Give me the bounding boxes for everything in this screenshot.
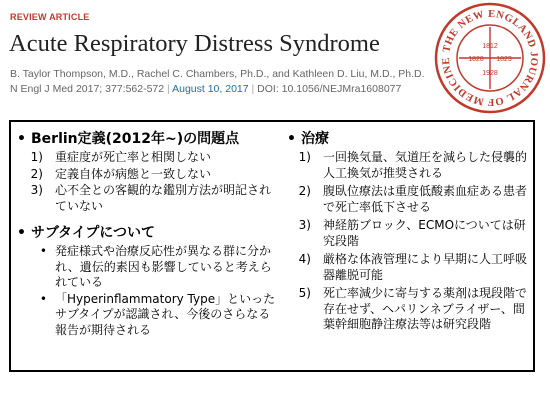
item-text: 重症度が死亡率と相関しない [55,150,212,164]
item-number: 2) [30,166,43,181]
subtype-heading [17,224,279,242]
citation-separator: | [167,83,170,95]
subtype-list [17,244,279,338]
article-title: Acute Respiratory Distress Syndrome [9,30,380,57]
item-text: 腹臥位療法は重度低酸素血症ある患者で死亡率低下させる [323,184,528,214]
bullet-icon: • [39,244,47,258]
list-item [287,286,529,333]
citation-journal: N Engl J Med 2017; 377:562-572 [10,83,165,95]
citation-date[interactable]: August 10, 2017 [172,83,249,95]
svg-text:1828: 1828 [468,56,484,63]
item-text: 心不全との客観的な鑑別方法が明記されていない [55,183,272,213]
list-item [17,183,279,214]
treatment-heading [287,130,529,148]
item-text: 一回換気量、気道圧を減らした侵襲的人工換気が推奨される [323,150,528,180]
heading-text: サブタイプについて [31,225,156,241]
list-item [287,150,529,181]
item-text: 死亡率減少に寄与する薬剤は現段階で存在せず、ヘパリンネブライザー、間葉幹細胞静注療法等は研究段階 [323,286,528,331]
article-citation [10,83,401,95]
item-number: 2) [298,184,311,198]
nejm-seal-logo [434,2,546,114]
item-text: 厳格な体液管理により早期に人工呼吸器離脱可能 [323,252,528,282]
list-item [287,184,529,215]
berlin-definition-heading [17,130,279,148]
seal-ring-text: THE NEW ENGLAND JOURNAL OF MEDICINE [440,8,540,108]
bullet-icon: • [287,131,296,147]
item-text: 神経筋ブロック、ECMOについては研究段階 [323,218,526,248]
citation-separator: | [251,83,255,95]
item-text: 定義自体が病態と一致しない [55,166,212,181]
treatment-list [287,150,529,333]
right-column [287,130,529,336]
list-item [287,252,529,283]
item-number: 1) [30,150,43,164]
left-column [17,130,279,339]
bullet-icon: • [17,131,26,147]
svg-text:1823: 1823 [496,56,512,63]
list-item [287,218,529,249]
item-number: 3) [298,218,311,232]
bullet-icon: • [17,225,26,241]
list-item [17,292,279,339]
heading-text: Berlin定義(2012年~)の問題点 [31,131,240,147]
item-number: 5) [298,286,311,300]
review-article-label: REVIEW ARTICLE [10,12,90,22]
list-item [17,167,279,183]
bullet-icon: • [39,291,47,306]
list-item [17,150,279,166]
item-number: 4) [298,252,311,266]
list-item [17,244,279,291]
item-text: 発症様式や治療反応性が異なる群に分かれ、遺伝的素因も影響していると考えられている [55,244,272,289]
item-text: 「Hyperinflammatory Type」といったサブタイプが認識され、今後のさらなる報告が期待される [55,291,276,337]
heading-text: 治療 [301,131,329,147]
summary-box [9,120,535,372]
item-number: 1) [298,150,311,164]
citation-doi[interactable]: DOI: 10.1056/NEJMra1608077 [257,83,402,95]
berlin-issues-list [17,150,279,214]
svg-text:1928: 1928 [482,70,498,77]
svg-text:1812: 1812 [482,43,498,50]
article-authors: B. Taylor Thompson, M.D., Rachel C. Chambers, Ph.D., and Kathleen D. Liu, M.D., Ph.D. [10,68,425,80]
item-number: 3) [30,183,43,197]
